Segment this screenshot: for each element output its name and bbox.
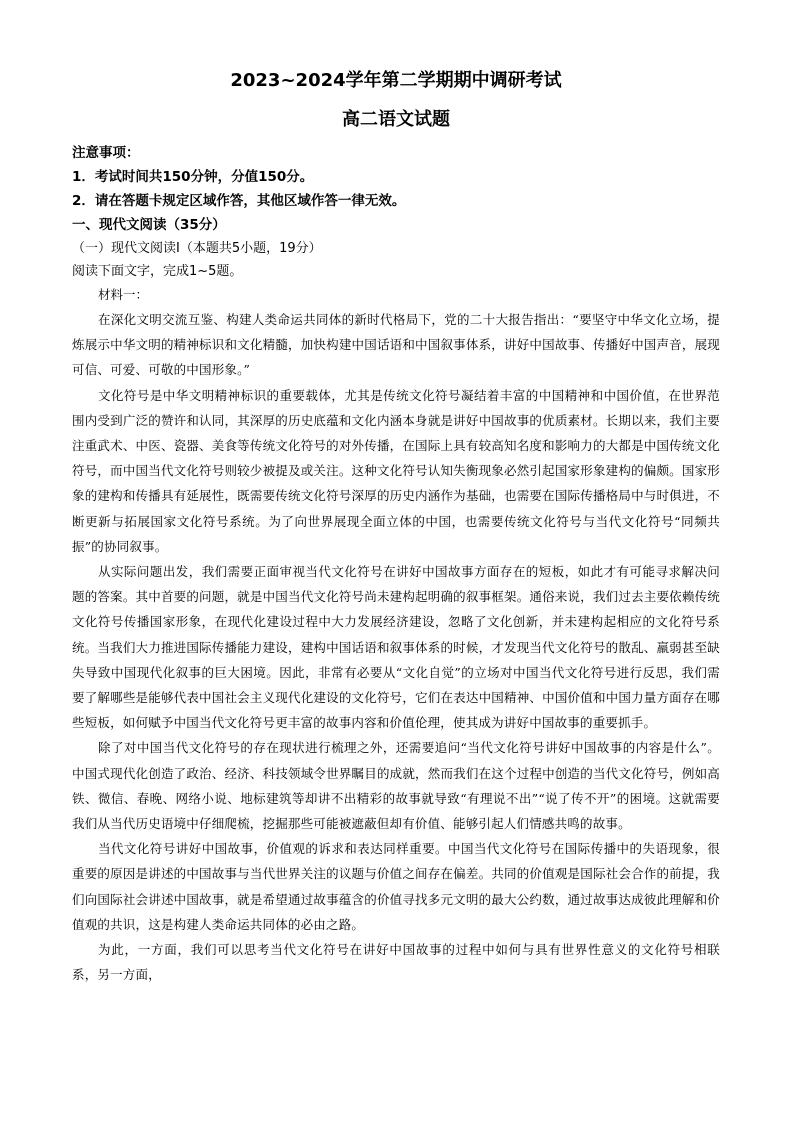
paragraph-6: 为此，一方面，我们可以思考当代文化符号在讲好中国故事的过程中如何与具有世界性意义的文化符号相联系，另一方面， [72, 942, 720, 983]
paragraph-5: 当代文化符号讲好中国故事，价值观的诉求和表达同样重要。中国当代文化符号在国际传播中的失语现象，很重要的原因是讲述的中国故事与当代世界关注的议题与价值之间存在偏差。共同的价值观是国际社会合作的前提，我们向国际社会讲述中国故事，就是希望通过故事蕴含的价值寻找多元文明的最大公约数，通过故事达成彼此理解和价值观的共识，这是构建人类命运共同体的必由之路。 [72, 841, 720, 932]
section-heading: 一、现代文阅读（35分） [72, 217, 226, 233]
notice-item-1: 1．考试时间共150分钟，分值150分。 [72, 169, 314, 185]
paragraph-1: 在深化文明交流互鉴、构建人类命运共同体的新时代格局下，党的二十大报告指出：“要坚守中华文化立场，提炼展示中华文明的精神标识和文化精髓，加快构建中国话语和中国叙事体系，讲好中国故事、传播好中国声音，展现可信、可爱、可敬的中国形象。” [72, 312, 720, 378]
exam-page [72, 68, 720, 983]
paragraph-2: 文化符号是中华文明精神标识的重要载体，尤其是传统文化符号凝结着丰富的中国精神和中国价值，在世界范围内受到广泛的赞许和认同，其深厚的历史底蕴和文化内涵本身就是讲好中国故事的优质素材。长期以来，我们主要注重武术、中医、瓷器、美食等传统文化符号的对外传播，在国际上具有较高知名度和影响力的大都是中国传统文化符号，而中国当代文化符号则较少被提及或关注。这种文化符号认知失衡现象必然引起国家形象建构的偏颇。国家形象的建构和传播具有延展性，既需要传统文化符号深厚的历史内涵作为基础，也需要在国际传播格局中与时俱进，不断更新与拓展国家文化符号系统。为了向世界展现全面立体的中国，也需要传统文化符号与当代文化符号“同频共振”的协同叙事。 [72, 387, 720, 554]
reading-instruction: 阅读下面文字，完成1~5题。 [72, 264, 243, 279]
paragraph-6-wrapper [72, 937, 720, 983]
subsection-heading: （一）现代文阅读Ⅰ（本题共5小题，19分） [72, 241, 322, 256]
exam-subtitle: 高二语文试题 [342, 109, 450, 130]
notice-heading: 注意事项： [72, 145, 140, 161]
material-label: 材料一： [98, 287, 149, 302]
notice-item-2: 2．请在答题卡规定区域作答，其他区域作答一律无效。 [72, 193, 406, 209]
paragraph-4: 除了对中国当代文化符号的存在现状进行梳理之外，还需要追问“当代文化符号讲好中国故事的内容是什么”。中国式现代化创造了政治、经济、科技领域令世界瞩目的成就，然而我们在这个过程中创造的当代文化符号，例如高铁、微信、春晚、网络小说、地标建筑等却讲不出精彩的故事就导致“有理说不出”“说了传不开”的困境。这就需要我们从当代历史语境中仔细爬梳，挖掘那些可能被遮蔽但却有价值、能够引起人们情感共鸣的故事。 [72, 740, 720, 832]
exam-title: 2023~2024学年第二学期期中调研考试 [230, 70, 562, 91]
paragraph-3: 从实际问题出发，我们需要正面审视当代文化符号在讲好中国故事方面存在的短板，如此才有可能寻求解决问题的答案。其中首要的问题，就是中国当代文化符号尚未建构起明确的叙事框架。通俗来说，我们过去主要依赖传统文化符号传播国家形象，在现代化建设过程中大力发展经济建设，忽略了文化创新，并未建构起相应的文化符号系统。当我们大力推进国际传播能力建设，建构中国话语和叙事体系的时候，才发现当代文化符号的散乱、羸弱甚至缺失导致中国现代化叙事的巨大困境。因此，非常有必要从“文化自觉”的立场对中国当代文化符号进行反思，我们需要了解哪些是能够代表中国社会主义现代化建设的文化符号，它们在表达中国精神、中国价值和中国力量方面存在哪些短板，如何赋予中国当代文化符号更丰富的故事内容和价值伦理，使其成为讲好中国故事的重要抓手。 [72, 564, 720, 731]
